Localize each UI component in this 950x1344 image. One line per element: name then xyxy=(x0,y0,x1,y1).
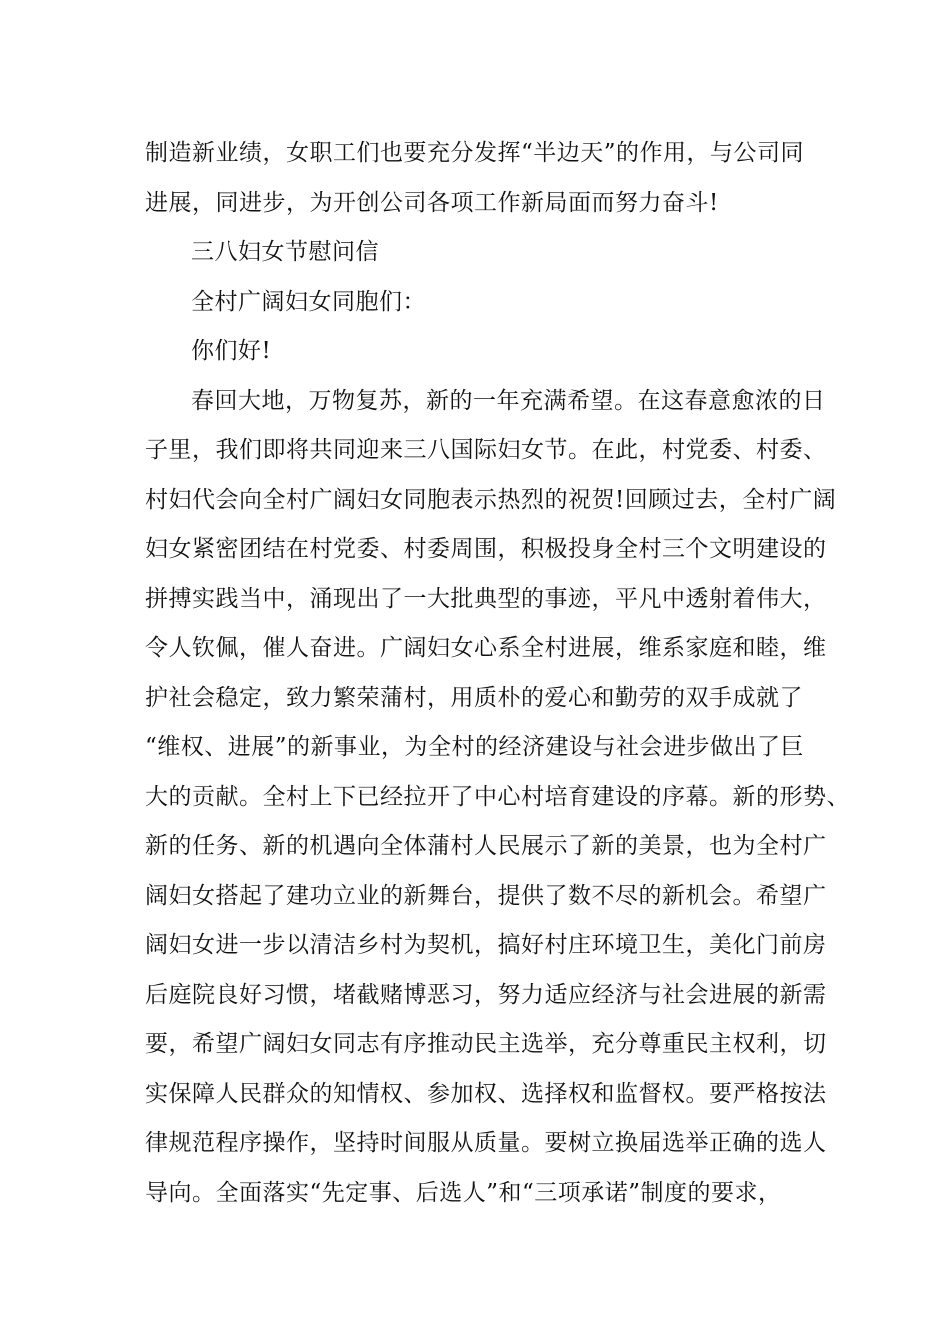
text-line: 春回大地，万物复苏，新的一年充满希望。在这春意愈浓的日 xyxy=(191,387,826,414)
text-line: 要，希望广阔妇女同志有序推动民主选举，充分尊重民主权利，切 xyxy=(145,1031,827,1057)
letter-greeting: 你们好! xyxy=(191,338,272,364)
document-body xyxy=(145,129,850,1218)
letter-salutation: 全村广阔妇女同胞们： xyxy=(191,288,426,315)
text-line: 大的贡献。全村上下已经拉开了中心村培育建设的序幕。新的形势、 xyxy=(145,783,850,810)
text-line: 律规范程序操作，坚持时间服从质量。要树立换届选举正确的选人 xyxy=(145,1130,827,1156)
text-line: 令人钦佩，催人奋进。广阔妇女心系全村进展，维系家庭和睦，维 xyxy=(145,635,827,661)
text-line: 拼搏实践当中，涌现出了一大批典型的事迹，平凡中透射着伟大， xyxy=(145,585,827,612)
text-line: “维权、进展”的新事业，为全村的经济建设与社会进步做出了巨 xyxy=(145,734,805,760)
text-line: 阔妇女搭起了建功立业的新舞台，提供了数不尽的新机会。希望广 xyxy=(145,882,827,909)
text-line: 导向。全面落实“先定事、后选人”和“三项承诺”制度的要求， xyxy=(145,1179,782,1206)
text-line: 进展，同进步，为开创公司各项工作新局面而努力奋斗! xyxy=(145,189,719,216)
text-line: 子里，我们即将共同迎来三八国际妇女节。在此，村党委、村委、 xyxy=(145,437,827,463)
text-line: 后庭院良好习惯，堵截赌博恶习，努力适应经济与社会进展的新需 xyxy=(145,981,827,1008)
text-line: 新的任务、新的机遇向全体蒲村人民展示了新的美景，也为全村广 xyxy=(145,833,827,859)
text-line: 护社会稳定，致力繁荣蒲村，用质朴的爱心和勤劳的双手成就了 xyxy=(145,684,803,711)
text-line: 实保障人民群众的知情权、参加权、选择权和监督权。要严格按法 xyxy=(145,1080,827,1107)
text-line: 阔妇女进一步以清洁乡村为契机，搞好村庄环境卫生，美化门前房 xyxy=(145,932,827,958)
text-line: 村妇代会向全村广阔妇女同胞表示热烈的祝贺!回顾过去，全村广阔 xyxy=(145,486,837,513)
letter-title: 三八妇女节慰问信 xyxy=(191,239,379,265)
text-line: 妇女紧密团结在村党委、村委周围，积极投身全村三个文明建设的 xyxy=(145,536,827,562)
text-line: 制造新业绩，女职工们也要充分发挥“半边天”的作用，与公司同 xyxy=(145,140,805,166)
